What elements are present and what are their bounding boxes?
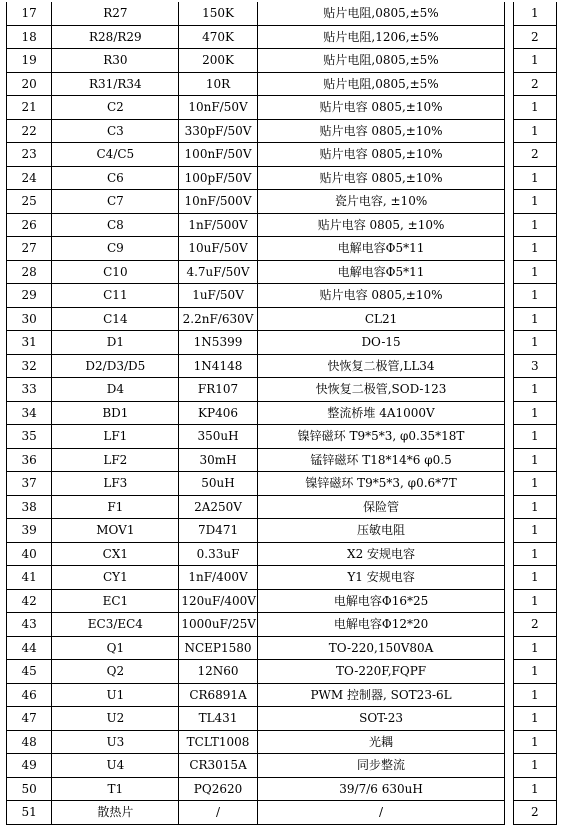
column-gap: [505, 331, 513, 355]
reference-designator-cell: MOV1: [52, 519, 179, 543]
table-row: [7, 143, 557, 167]
description-cell: 光耦: [257, 730, 505, 754]
component-value-cell: FR107: [179, 378, 257, 402]
item-number-cell: 50: [7, 777, 52, 801]
item-number-cell: 49: [7, 754, 52, 778]
item-number-cell: 47: [7, 707, 52, 731]
description-cell: 贴片电阻,0805,±5%: [257, 49, 505, 73]
reference-designator-cell: R27: [52, 2, 179, 25]
column-gap: [505, 495, 513, 519]
item-number-cell: 37: [7, 472, 52, 496]
component-value-cell: NCEP1580: [179, 636, 257, 660]
table-row: [7, 119, 557, 143]
description-cell: 39/7/6 630uH: [257, 777, 505, 801]
description-cell: 贴片电阻,0805,±5%: [257, 72, 505, 96]
reference-designator-cell: D1: [52, 331, 179, 355]
quantity-cell: 1: [513, 683, 556, 707]
component-value-cell: 30mH: [179, 448, 257, 472]
table-row: [7, 589, 557, 613]
table-row: [7, 495, 557, 519]
reference-designator-cell: T1: [52, 777, 179, 801]
item-number-cell: 45: [7, 660, 52, 684]
bom-table-body: [7, 2, 557, 824]
quantity-cell: 1: [513, 331, 556, 355]
component-value-cell: 4.7uF/50V: [179, 260, 257, 284]
column-gap: [505, 260, 513, 284]
reference-designator-cell: EC1: [52, 589, 179, 613]
quantity-cell: 2: [513, 801, 556, 825]
reference-designator-cell: C8: [52, 213, 179, 237]
item-number-cell: 35: [7, 425, 52, 449]
component-value-cell: 1nF/500V: [179, 213, 257, 237]
item-number-cell: 25: [7, 190, 52, 214]
table-row: [7, 683, 557, 707]
column-gap: [505, 190, 513, 214]
quantity-cell: 1: [513, 448, 556, 472]
description-cell: Y1 安规电容: [257, 566, 505, 590]
column-gap: [505, 636, 513, 660]
table-row: [7, 754, 557, 778]
component-value-cell: TCLT1008: [179, 730, 257, 754]
reference-designator-cell: C14: [52, 307, 179, 331]
description-cell: 贴片电容 0805, ±10%: [257, 213, 505, 237]
column-gap: [505, 707, 513, 731]
column-gap: [505, 801, 513, 825]
component-value-cell: 100nF/50V: [179, 143, 257, 167]
column-gap: [505, 660, 513, 684]
quantity-cell: 1: [513, 754, 556, 778]
quantity-cell: 2: [513, 613, 556, 637]
description-cell: 镍锌磁环 T9*5*3, φ0.35*18T: [257, 425, 505, 449]
description-cell: 电解电容Φ5*11: [257, 237, 505, 261]
reference-designator-cell: CX1: [52, 542, 179, 566]
quantity-cell: 1: [513, 425, 556, 449]
column-gap: [505, 96, 513, 120]
component-value-cell: 10uF/50V: [179, 237, 257, 261]
component-value-cell: 330pF/50V: [179, 119, 257, 143]
reference-designator-cell: R28/R29: [52, 25, 179, 49]
item-number-cell: 42: [7, 589, 52, 613]
column-gap: [505, 166, 513, 190]
table-row: [7, 730, 557, 754]
column-gap: [505, 519, 513, 543]
quantity-cell: 1: [513, 542, 556, 566]
component-value-cell: 0.33uF: [179, 542, 257, 566]
description-cell: 电解电容Φ5*11: [257, 260, 505, 284]
reference-designator-cell: C4/C5: [52, 143, 179, 167]
component-value-cell: 1uF/50V: [179, 284, 257, 308]
item-number-cell: 40: [7, 542, 52, 566]
quantity-cell: 1: [513, 519, 556, 543]
table-row: [7, 72, 557, 96]
reference-designator-cell: C2: [52, 96, 179, 120]
column-gap: [505, 49, 513, 73]
description-cell: TO-220F,FQPF: [257, 660, 505, 684]
description-cell: 瓷片电容, ±10%: [257, 190, 505, 214]
description-cell: DO-15: [257, 331, 505, 355]
description-cell: PWM 控制器, SOT23-6L: [257, 683, 505, 707]
item-number-cell: 51: [7, 801, 52, 825]
reference-designator-cell: U3: [52, 730, 179, 754]
item-number-cell: 36: [7, 448, 52, 472]
reference-designator-cell: D2/D3/D5: [52, 354, 179, 378]
reference-designator-cell: Q2: [52, 660, 179, 684]
column-gap: [505, 448, 513, 472]
column-gap: [505, 730, 513, 754]
table-row: [7, 542, 557, 566]
component-value-cell: PQ2620: [179, 777, 257, 801]
reference-designator-cell: LF2: [52, 448, 179, 472]
reference-designator-cell: D4: [52, 378, 179, 402]
component-value-cell: CR6891A: [179, 683, 257, 707]
column-gap: [505, 119, 513, 143]
component-value-cell: KP406: [179, 401, 257, 425]
quantity-cell: 1: [513, 284, 556, 308]
quantity-cell: 1: [513, 307, 556, 331]
quantity-cell: 1: [513, 707, 556, 731]
column-gap: [505, 72, 513, 96]
table-row: [7, 25, 557, 49]
description-cell: 贴片电容 0805,±10%: [257, 119, 505, 143]
description-cell: 保险管: [257, 495, 505, 519]
quantity-cell: 1: [513, 2, 556, 25]
component-value-cell: 50uH: [179, 472, 257, 496]
reference-designator-cell: F1: [52, 495, 179, 519]
column-gap: [505, 378, 513, 402]
table-row: [7, 49, 557, 73]
item-number-cell: 48: [7, 730, 52, 754]
description-cell: TO-220,150V80A: [257, 636, 505, 660]
quantity-cell: 2: [513, 143, 556, 167]
item-number-cell: 18: [7, 25, 52, 49]
component-value-cell: 200K: [179, 49, 257, 73]
column-gap: [505, 472, 513, 496]
column-gap: [505, 143, 513, 167]
item-number-cell: 28: [7, 260, 52, 284]
table-row: [7, 401, 557, 425]
item-number-cell: 29: [7, 284, 52, 308]
table-row: [7, 707, 557, 731]
description-cell: 压敏电阻: [257, 519, 505, 543]
description-cell: 镍锌磁环 T9*5*3, φ0.6*7T: [257, 472, 505, 496]
component-value-cell: 1nF/400V: [179, 566, 257, 590]
column-gap: [505, 542, 513, 566]
table-row: [7, 378, 557, 402]
table-row: [7, 354, 557, 378]
component-value-cell: 2.2nF/630V: [179, 307, 257, 331]
column-gap: [505, 354, 513, 378]
description-cell: 同步整流: [257, 754, 505, 778]
table-row: [7, 166, 557, 190]
column-gap: [505, 25, 513, 49]
column-gap: [505, 425, 513, 449]
item-number-cell: 38: [7, 495, 52, 519]
component-value-cell: 1N4148: [179, 354, 257, 378]
table-row: [7, 472, 557, 496]
item-number-cell: 31: [7, 331, 52, 355]
quantity-cell: 1: [513, 472, 556, 496]
column-gap: [505, 284, 513, 308]
description-cell: 贴片电容 0805,±10%: [257, 143, 505, 167]
column-gap: [505, 754, 513, 778]
component-value-cell: TL431: [179, 707, 257, 731]
component-value-cell: 120uF/400V: [179, 589, 257, 613]
quantity-cell: 1: [513, 237, 556, 261]
item-number-cell: 41: [7, 566, 52, 590]
item-number-cell: 19: [7, 49, 52, 73]
reference-designator-cell: CY1: [52, 566, 179, 590]
reference-designator-cell: EC3/EC4: [52, 613, 179, 637]
table-row: [7, 519, 557, 543]
bom-table: [6, 2, 557, 825]
column-gap: [505, 683, 513, 707]
column-gap: [505, 589, 513, 613]
quantity-cell: 1: [513, 566, 556, 590]
column-gap: [505, 307, 513, 331]
column-gap: [505, 401, 513, 425]
reference-designator-cell: U4: [52, 754, 179, 778]
table-row: [7, 331, 557, 355]
quantity-cell: 1: [513, 119, 556, 143]
reference-designator-cell: C9: [52, 237, 179, 261]
item-number-cell: 34: [7, 401, 52, 425]
component-value-cell: 10nF/500V: [179, 190, 257, 214]
reference-designator-cell: U1: [52, 683, 179, 707]
item-number-cell: 26: [7, 213, 52, 237]
column-gap: [505, 237, 513, 261]
table-row: [7, 190, 557, 214]
item-number-cell: 39: [7, 519, 52, 543]
table-row: [7, 801, 557, 825]
description-cell: X2 安规电容: [257, 542, 505, 566]
description-cell: 贴片电容 0805,±10%: [257, 166, 505, 190]
quantity-cell: 1: [513, 96, 556, 120]
description-cell: 电解电容Φ12*20: [257, 613, 505, 637]
reference-designator-cell: BD1: [52, 401, 179, 425]
description-cell: 电解电容Φ16*25: [257, 589, 505, 613]
description-cell: 快恢复二极管,LL34: [257, 354, 505, 378]
quantity-cell: 3: [513, 354, 556, 378]
quantity-cell: 2: [513, 25, 556, 49]
description-cell: 贴片电阻,1206,±5%: [257, 25, 505, 49]
quantity-cell: 1: [513, 378, 556, 402]
description-cell: CL21: [257, 307, 505, 331]
table-row: [7, 636, 557, 660]
table-row: [7, 213, 557, 237]
quantity-cell: 1: [513, 730, 556, 754]
reference-designator-cell: LF3: [52, 472, 179, 496]
item-number-cell: 21: [7, 96, 52, 120]
item-number-cell: 17: [7, 2, 52, 25]
component-value-cell: 470K: [179, 25, 257, 49]
description-cell: /: [257, 801, 505, 825]
description-cell: 贴片电容 0805,±10%: [257, 284, 505, 308]
item-number-cell: 30: [7, 307, 52, 331]
item-number-cell: 33: [7, 378, 52, 402]
quantity-cell: 1: [513, 190, 556, 214]
reference-designator-cell: U2: [52, 707, 179, 731]
quantity-cell: 1: [513, 777, 556, 801]
table-row: [7, 448, 557, 472]
reference-designator-cell: C10: [52, 260, 179, 284]
component-value-cell: CR3015A: [179, 754, 257, 778]
quantity-cell: 1: [513, 260, 556, 284]
quantity-cell: 2: [513, 72, 556, 96]
component-value-cell: /: [179, 801, 257, 825]
item-number-cell: 22: [7, 119, 52, 143]
item-number-cell: 44: [7, 636, 52, 660]
reference-designator-cell: R30: [52, 49, 179, 73]
reference-designator-cell: C6: [52, 166, 179, 190]
quantity-cell: 1: [513, 636, 556, 660]
table-row: [7, 660, 557, 684]
item-number-cell: 20: [7, 72, 52, 96]
component-value-cell: 350uH: [179, 425, 257, 449]
component-value-cell: 100pF/50V: [179, 166, 257, 190]
item-number-cell: 24: [7, 166, 52, 190]
description-cell: 贴片电容 0805,±10%: [257, 96, 505, 120]
table-row: [7, 260, 557, 284]
reference-designator-cell: 散热片: [52, 801, 179, 825]
quantity-cell: 1: [513, 589, 556, 613]
quantity-cell: 1: [513, 166, 556, 190]
item-number-cell: 32: [7, 354, 52, 378]
reference-designator-cell: C7: [52, 190, 179, 214]
reference-designator-cell: C11: [52, 284, 179, 308]
table-row: [7, 2, 557, 25]
description-cell: 贴片电阻,0805,±5%: [257, 2, 505, 25]
table-row: [7, 613, 557, 637]
reference-designator-cell: C3: [52, 119, 179, 143]
quantity-cell: 1: [513, 401, 556, 425]
component-value-cell: 150K: [179, 2, 257, 25]
component-value-cell: 2A250V: [179, 495, 257, 519]
component-value-cell: 12N60: [179, 660, 257, 684]
description-cell: 锰锌磁环 T18*14*6 φ0.5: [257, 448, 505, 472]
reference-designator-cell: R31/R34: [52, 72, 179, 96]
reference-designator-cell: Q1: [52, 636, 179, 660]
component-value-cell: 1N5399: [179, 331, 257, 355]
component-value-cell: 10R: [179, 72, 257, 96]
item-number-cell: 23: [7, 143, 52, 167]
description-cell: 整流桥堆 4A1000V: [257, 401, 505, 425]
item-number-cell: 46: [7, 683, 52, 707]
column-gap: [505, 2, 513, 25]
item-number-cell: 43: [7, 613, 52, 637]
table-row: [7, 284, 557, 308]
quantity-cell: 1: [513, 49, 556, 73]
column-gap: [505, 613, 513, 637]
quantity-cell: 1: [513, 660, 556, 684]
component-value-cell: 10nF/50V: [179, 96, 257, 120]
column-gap: [505, 213, 513, 237]
description-cell: 快恢复二极管,SOD-123: [257, 378, 505, 402]
table-row: [7, 777, 557, 801]
component-value-cell: 1000uF/25V: [179, 613, 257, 637]
quantity-cell: 1: [513, 213, 556, 237]
quantity-cell: 1: [513, 495, 556, 519]
table-row: [7, 96, 557, 120]
table-row: [7, 566, 557, 590]
column-gap: [505, 566, 513, 590]
column-gap: [505, 777, 513, 801]
component-value-cell: 7D471: [179, 519, 257, 543]
table-row: [7, 307, 557, 331]
table-row: [7, 425, 557, 449]
table-row: [7, 237, 557, 261]
description-cell: SOT-23: [257, 707, 505, 731]
reference-designator-cell: LF1: [52, 425, 179, 449]
item-number-cell: 27: [7, 237, 52, 261]
